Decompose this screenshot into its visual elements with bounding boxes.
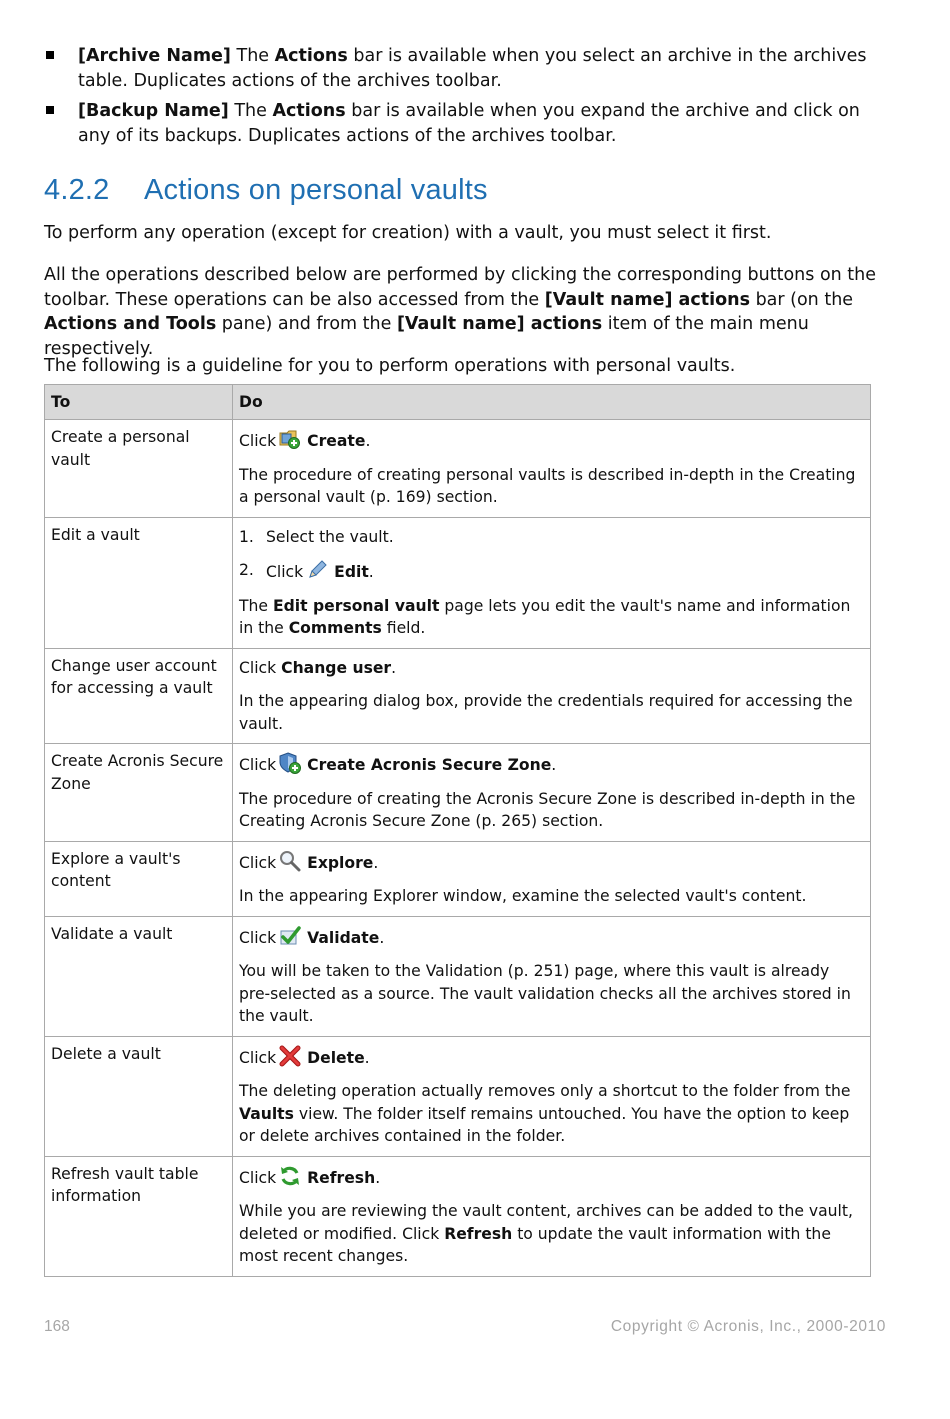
header-do: Do (233, 385, 871, 420)
to-cell: Refresh vault table information (45, 1156, 233, 1276)
bullet-item: [Archive Name] The Actions bar is available when you select an archive in the archives table. Duplicates actions of the archives toolbar. (44, 44, 884, 93)
section-title: Actions on personal vaults (144, 174, 488, 206)
to-cell: Edit a vault (45, 517, 233, 648)
pencil-icon (306, 559, 328, 581)
table-row (45, 420, 871, 518)
header-to: To (45, 385, 233, 420)
magnifier-icon (279, 850, 301, 872)
secure-zone-icon (279, 752, 301, 774)
table-row (45, 648, 871, 744)
step-1: 1. Select the vault. (239, 527, 394, 546)
do-cell: Click Validate. You will be taken to the Validation (p. 251) page, where this vault is already pre-selected as a source. The vault validation checks all the archives stored in the vault. (233, 916, 871, 1036)
bullet-item: [Backup Name] The Actions bar is available when you expand the archive and click on any of its backups. Duplicates actions of the archives toolbar. (44, 99, 884, 148)
table-row (45, 1156, 871, 1276)
do-cell: Click Create. The procedure of creating personal vaults is described in-depth in the Creating a personal vault (p. 169) section. (233, 420, 871, 518)
table-row (45, 916, 871, 1036)
validate-check-icon (279, 925, 301, 947)
section-number: 4.2.2 (44, 174, 110, 206)
to-cell: Explore a vault's content (45, 841, 233, 916)
do-cell: 1. Select the vault. 2. Click Edit. The Edit personal vault page lets you edit the vault's name and information in the Comments field. (233, 517, 871, 648)
to-cell: Change user account for accessing a vault (45, 648, 233, 744)
to-cell: Delete a vault (45, 1036, 233, 1156)
guideline-paragraph: The following is a guideline for you to perform operations with personal vaults. (44, 356, 736, 376)
delete-x-icon (279, 1045, 301, 1067)
bullet-list (44, 44, 884, 154)
do-cell: Click Explore. In the appearing Explorer window, examine the selected vault's content. (233, 841, 871, 916)
do-cell: Click Change user. In the appearing dialog box, provide the credentials required for accessing the vault. (233, 648, 871, 744)
to-cell: Create a personal vault (45, 420, 233, 518)
table-header-row (45, 385, 871, 420)
operations-table (44, 384, 871, 1277)
copyright-notice: Copyright © Acronis, Inc., 2000-2010 (610, 1318, 886, 1335)
refresh-icon (279, 1165, 301, 1187)
do-cell: Click Create Acronis Secure Zone. The procedure of creating the Acronis Secure Zone is described in-depth in the Creating Acronis Secure Zone (p. 265) section. (233, 744, 871, 842)
table-row (45, 1036, 871, 1156)
table-row (45, 841, 871, 916)
do-cell: Click Refresh. While you are reviewing the vault content, archives can be added to the vault, deleted or modified. Click Refresh to update the vault information with the most recent changes. (233, 1156, 871, 1276)
to-cell: Create Acronis Secure Zone (45, 744, 233, 842)
table-row (45, 517, 871, 648)
page-number: 168 (44, 1318, 70, 1335)
intro-paragraph: To perform any operation (except for creation) with a vault, you must select it first. (44, 223, 772, 243)
do-cell: Click Delete. The deleting operation actually removes only a shortcut to the folder from the Vaults view. The folder itself remains untouched. You have the option to keep or delete archives contained in the folder. (233, 1036, 871, 1156)
operations-paragraph: All the operations described below are performed by clicking the corresponding buttons on the toolbar. These operations can be also accessed from the [Vault name] actions bar (on the Actions and Tools pane) and from the [Vault name] actions item of the main menu respectively. (44, 265, 877, 359)
step-2: 2. Click Edit. (239, 561, 374, 581)
square-bullet-icon (46, 51, 54, 59)
create-vault-icon (279, 428, 301, 450)
section-heading (44, 174, 488, 207)
table-row (45, 744, 871, 842)
to-cell: Validate a vault (45, 916, 233, 1036)
square-bullet-icon (46, 106, 54, 114)
